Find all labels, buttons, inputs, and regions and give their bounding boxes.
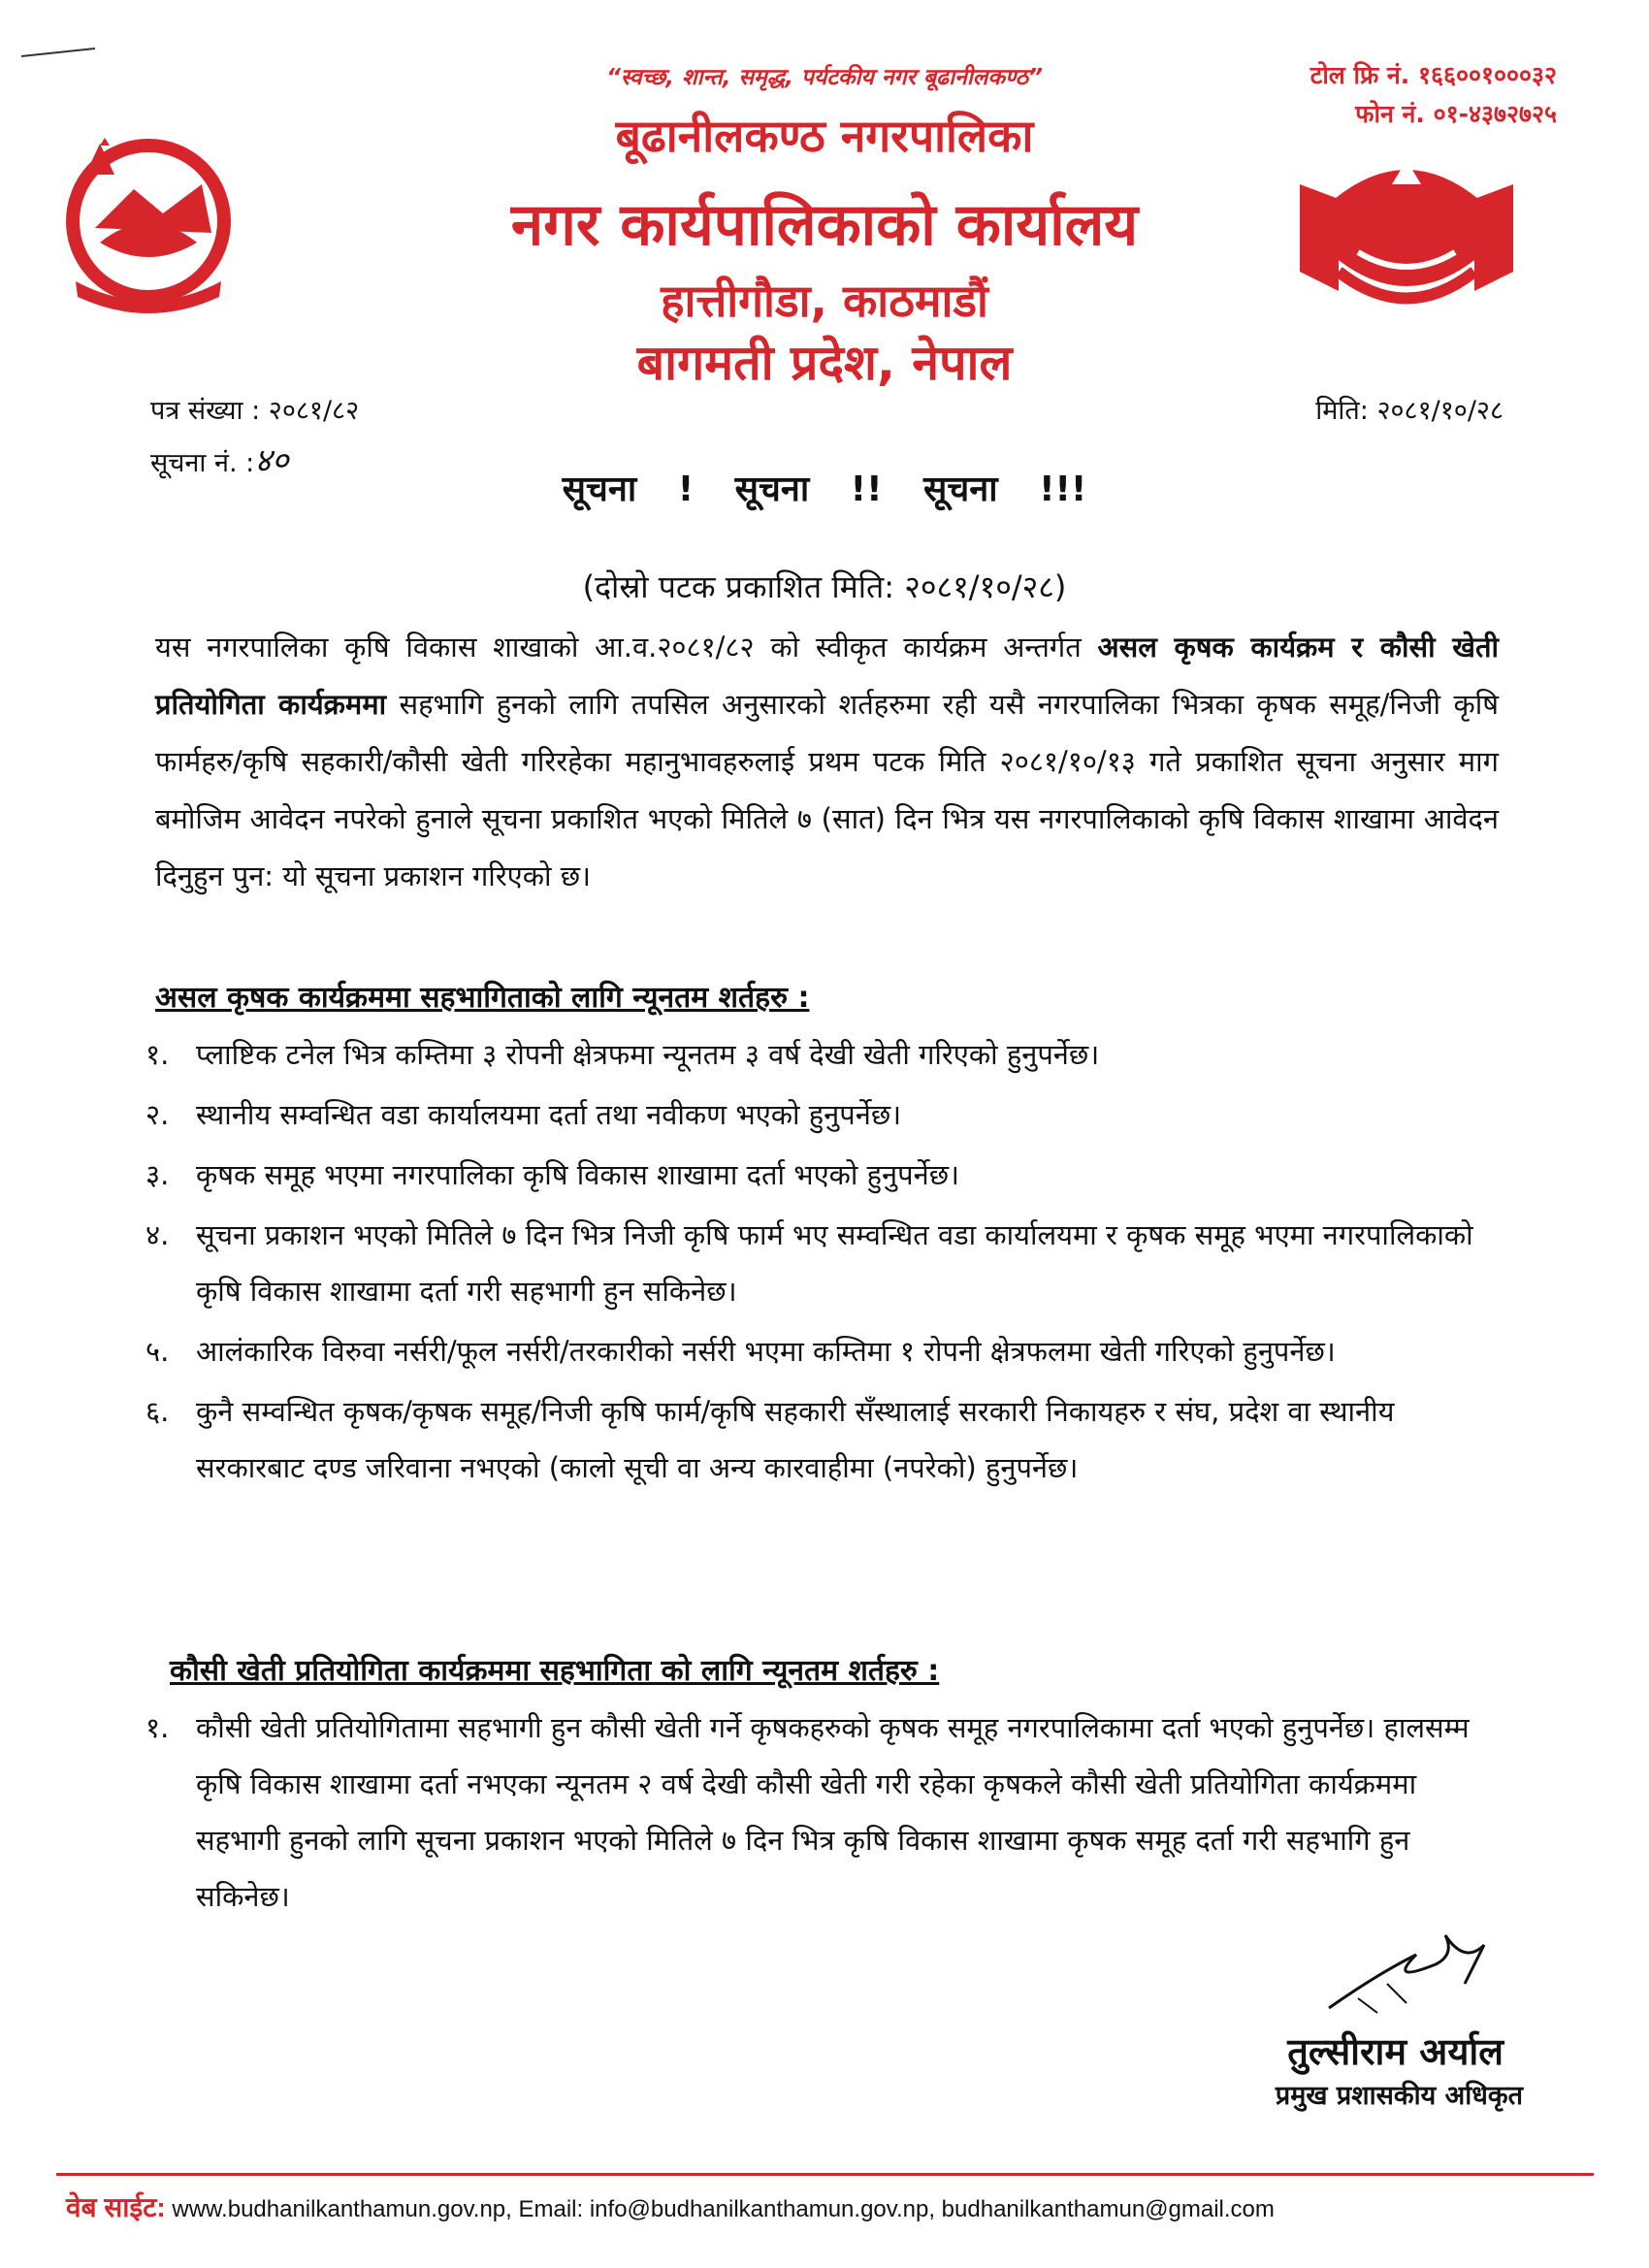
signature-icon <box>1319 1926 1513 2018</box>
letter-date: मिति: २०८१/१०/२८ <box>1315 396 1504 426</box>
section2-heading: कौसी खेती प्रतियोगिता कार्यक्रममा सहभागिता को लागि न्यूनतम शर्तहरु : <box>170 1654 940 1688</box>
item-text: कौसी खेती प्रतियोगितामा सहभागी हुन कौसी खेती गर्ने कृषकहरुको कृषक समूह नगरपालिकामा दर्ता भएको हुनुपर्नेछ। हालसम्म कृषि विकास शाखामा दर्ता नभएका न्यूनतम २ वर्ष देखी कौसी खेती गरी रहेका कृषकले कौसी खेती प्रतियोगिता कार्यक्रममा सहभागी हुनको लागि सूचना प्रकाशन भएको मितिले ७ दिन भित्र कृषि विकास शाखामा कृषक समूह दर्ता गरी सहभागि हुन सकिनेछ। <box>196 1711 1470 1913</box>
org-name: बूढानीलकण्ठ नगरपालिका <box>615 110 1034 162</box>
notice-title: सूचना ! सूचना !! सूचना !!! <box>562 470 1087 509</box>
item-text: कुनै सम्वन्धित कृषक/कृषक समूह/निजी कृषि फार्म/कृषि सहकारी सँस्थालाई सरकारी निकायहरु र संघ, प्रदेश वा स्थानीय सरकारबाट दण्ड जरिवाना नभएको (कालो सूची वा अन्य कारवाहीमा (नपरेको) हुनुपर्नेछ। <box>196 1395 1395 1484</box>
item-number: १. <box>146 1038 170 1071</box>
intro-text-1: यस नगरपालिका कृषि विकास शाखाको आ.व.२०८१/८२ को स्वीकृत कार्यक्रम अन्तर्गत <box>155 631 1098 664</box>
section2-list <box>146 1700 1504 1928</box>
section1-heading: असल कृषक कार्यक्रममा सहभागिताको लागि न्यूनतम शर्तहरु : <box>155 981 810 1015</box>
item-number: ४. <box>146 1218 170 1251</box>
item-number: ६. <box>146 1395 170 1428</box>
list-item <box>146 1207 1504 1319</box>
footer-contact: www.budhanilkanthamun.gov.np, Email: info@budhanilkanthamun.gov.np, budhanilkanthamun@gmail.com <box>172 2196 1275 2222</box>
item-text: प्लाष्टिक टनेल भित्र कम्तिमा ३ रोपनी क्षेत्रफमा न्यूनतम ३ वर्ष देखी खेती गरिएको हुनुपर्नेछ। <box>196 1038 1100 1071</box>
section1-list <box>146 1026 1504 1500</box>
item-text: कृषक समूह भएमा नगरपालिका कृषि विकास शाखामा दर्ता भएको हुनुपर्नेछ। <box>196 1158 960 1191</box>
list-item <box>146 1086 1504 1143</box>
contact-info <box>1310 56 1557 134</box>
phone-number: फोन नं. ०१-४३७२७२५ <box>1355 100 1557 128</box>
intro-paragraph <box>155 619 1499 905</box>
location: हात्तीगौडा, काठमाडौं <box>661 275 988 327</box>
list-item <box>146 1383 1504 1496</box>
letter-number: पत्र संख्या : २०८१/८२ <box>150 396 360 426</box>
item-number: ३. <box>146 1158 170 1191</box>
publication-date: (दोस्रो पटक प्रकाशित मिति: २०८१/१०/२८) <box>582 568 1067 605</box>
item-text: स्थानीय सम्वन्धित वडा कार्यालयमा दर्ता तथा नवीकण भएको हुनुपर्नेछ। <box>196 1098 902 1131</box>
pen-mark <box>19 47 97 60</box>
intro-bold-text: असल कृषक कार्यक्रम र कौसी खेती प्रतियोगिता कार्यक्रममा <box>155 631 1499 721</box>
office-name: नगर कार्यपालिकाको कार्यालय <box>510 191 1139 259</box>
item-text: सूचना प्रकाशन भएको मितिले ७ दिन भित्र निजी कृषि फार्म भए सम्वन्धित वडा कार्यालयमा र कृषक समूह भएमा नगरपालिकाको कृषि विकास शाखामा दर्ता गरी सहभागी हुन सकिनेछ। <box>196 1218 1473 1308</box>
footer-divider <box>56 2173 1594 2176</box>
province: बागमती प्रदेश, नेपाल <box>636 335 1013 391</box>
notice-number-value: ४० <box>254 441 289 480</box>
footer <box>66 2188 1275 2225</box>
toll-free-number: टोल फ्रि नं. १६६००१०००३२ <box>1310 61 1557 89</box>
item-text: आलंकारिक विरुवा नर्सरी/फूल नर्सरी/तरकारीको नर्सरी भएमा कम्तिमा १ रोपनी क्षेत्रफलमा खेती गरिएको हुनुपर्नेछ। <box>196 1335 1336 1368</box>
list-item <box>146 1323 1504 1379</box>
list-item <box>146 1147 1504 1203</box>
footer-label: वेब साईट: <box>66 2192 166 2222</box>
list-item <box>146 1700 1504 1925</box>
slogan: “स्वच्छ, शान्त, समृद्ध, पर्यटकीय नगर बूढानीलकण्ठ” <box>606 65 1043 90</box>
intro-text-2: सहभागि हुनको लागि तपसिल अनुसारको शर्तहरुमा रही यसै नगरपालिका भित्रका कृषक समूह/निजी कृषि फार्महरु/कृषि सहकारी/कौसी खेती गरिरहेका महानुभावहरुलाई प्रथम पटक मिति २०८१/१०/१३ गते प्रकाशित सूचना अनुसार माग बमोजिम आवेदन नपरेको हुनाले सूचना प्रकाशित भएको मितिले ७ (सात) दिन भित्र यस नगरपालिकाको कृषि विकास शाखामा आवेदन दिनुहुन पुन: यो सूचना प्रकाशन गरिएको छ। <box>155 688 1499 892</box>
notice-number-label: सूचना नं. : <box>150 448 255 478</box>
item-number: ५. <box>146 1335 170 1368</box>
item-number: १. <box>146 1711 170 1744</box>
item-number: २. <box>146 1098 170 1131</box>
signatory-title: प्रमुख प्रशासकीय अधिकृत <box>1275 2081 1523 2111</box>
signatory-name: तुल्सीराम अर्याल <box>1287 2030 1504 2073</box>
list-item <box>146 1026 1504 1083</box>
